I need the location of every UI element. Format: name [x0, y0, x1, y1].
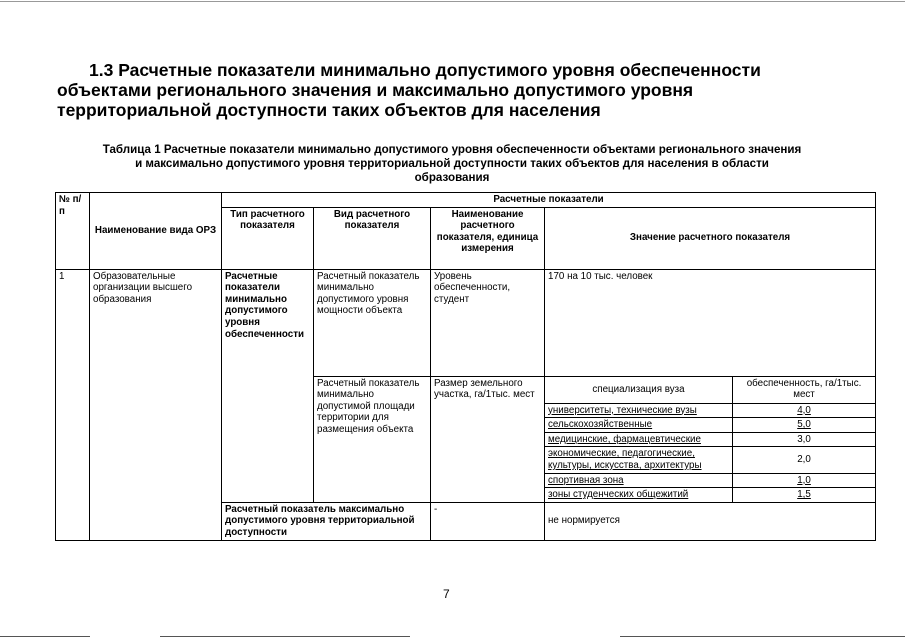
table-caption [52, 143, 852, 185]
row-kind-area: Расчетный показатель минимально допустимой площади территории для размещения объекта [314, 376, 431, 502]
header-indicator-kind: Вид расчетного показателя [314, 207, 431, 269]
header-indicator-type: Тип расчетного показателя [222, 207, 314, 269]
section-heading-line2: объектами регионального значения и максимально допустимого уровня [57, 80, 694, 100]
table-caption-line3: образования [414, 171, 490, 184]
row-unit-area: Размер земельного участка, га/1тыс. мест [431, 376, 545, 502]
row-indicator-type: Расчетные показатели минимально допустимого уровня обеспеченности [222, 269, 314, 502]
subrow-val-universities: 4,0 [733, 403, 876, 418]
row-unit-provision: Уровень обеспеченности, студент [431, 269, 545, 376]
subrow-val-agricultural: 5,0 [733, 418, 876, 433]
subrow-spec-dormitories: зоны студенческих общежитий [545, 488, 733, 503]
row-max-accessibility-type: Расчетный показатель максимально допустимого уровня территориальной доступности [222, 502, 431, 540]
header-indicator-value: Значение расчетного показателя [545, 207, 876, 269]
row-number: 1 [56, 269, 90, 540]
subrow-val-sports: 1,0 [733, 473, 876, 488]
subrow-spec-agricultural: сельскохозяйственные [545, 418, 733, 433]
page-number: 7 [443, 587, 450, 601]
subrow-spec-economic: экономические, педагогические, культуры, искусства, архитектуры [545, 447, 733, 473]
row-value-provision: 170 на 10 тыс. человек [545, 269, 876, 376]
scan-artifact-bottom-mid [160, 636, 410, 637]
subheader-specialization: специализация вуза [545, 376, 733, 403]
subrow-val-dormitories: 1,5 [733, 488, 876, 503]
subrow-spec-universities: университеты, технические вузы [545, 403, 733, 418]
header-indicator-unit: Наименование расчетного показателя, единица измерения [431, 207, 545, 269]
scan-artifact-bottom-right [620, 636, 905, 637]
indicators-table [55, 192, 876, 541]
row-orz-name: Образовательные организации высшего образования [90, 269, 222, 540]
table-caption-line1: Таблица 1 Расчетные показатели минимально допустимого уровня обеспеченности объектами регионального значения [102, 143, 802, 156]
header-orz-name: Наименование вида ОРЗ [90, 193, 222, 270]
table-caption-line2: и максимально допустимого уровня территориальной доступности таких объектов для населения в области [135, 157, 769, 170]
subrow-spec-medical: медицинские, фармацевтические [545, 432, 733, 447]
subrow-spec-sports: спортивная зона [545, 473, 733, 488]
row-max-accessibility-value: не нормируется [545, 502, 876, 540]
scan-artifact-bottom-left [0, 636, 90, 637]
section-heading-line3: территориальной доступности таких объектов для населения [57, 100, 601, 120]
scan-artifact-top [0, 1, 905, 2]
subheader-provision: обеспеченность, га/1тыс. мест [733, 376, 876, 403]
section-heading [57, 60, 847, 120]
subrow-val-economic: 2,0 [733, 447, 876, 473]
subrow-val-medical: 3,0 [733, 432, 876, 447]
header-indicators-group: Расчетные показатели [222, 193, 876, 208]
row-max-accessibility-unit: - [431, 502, 545, 540]
row-kind-capacity: Расчетный показатель минимально допустимого уровня мощности объекта [314, 269, 431, 376]
header-row-number: № п/п [56, 193, 90, 270]
section-heading-line1: 1.3 Расчетные показатели минимально допустимого уровня обеспеченности [89, 60, 761, 80]
